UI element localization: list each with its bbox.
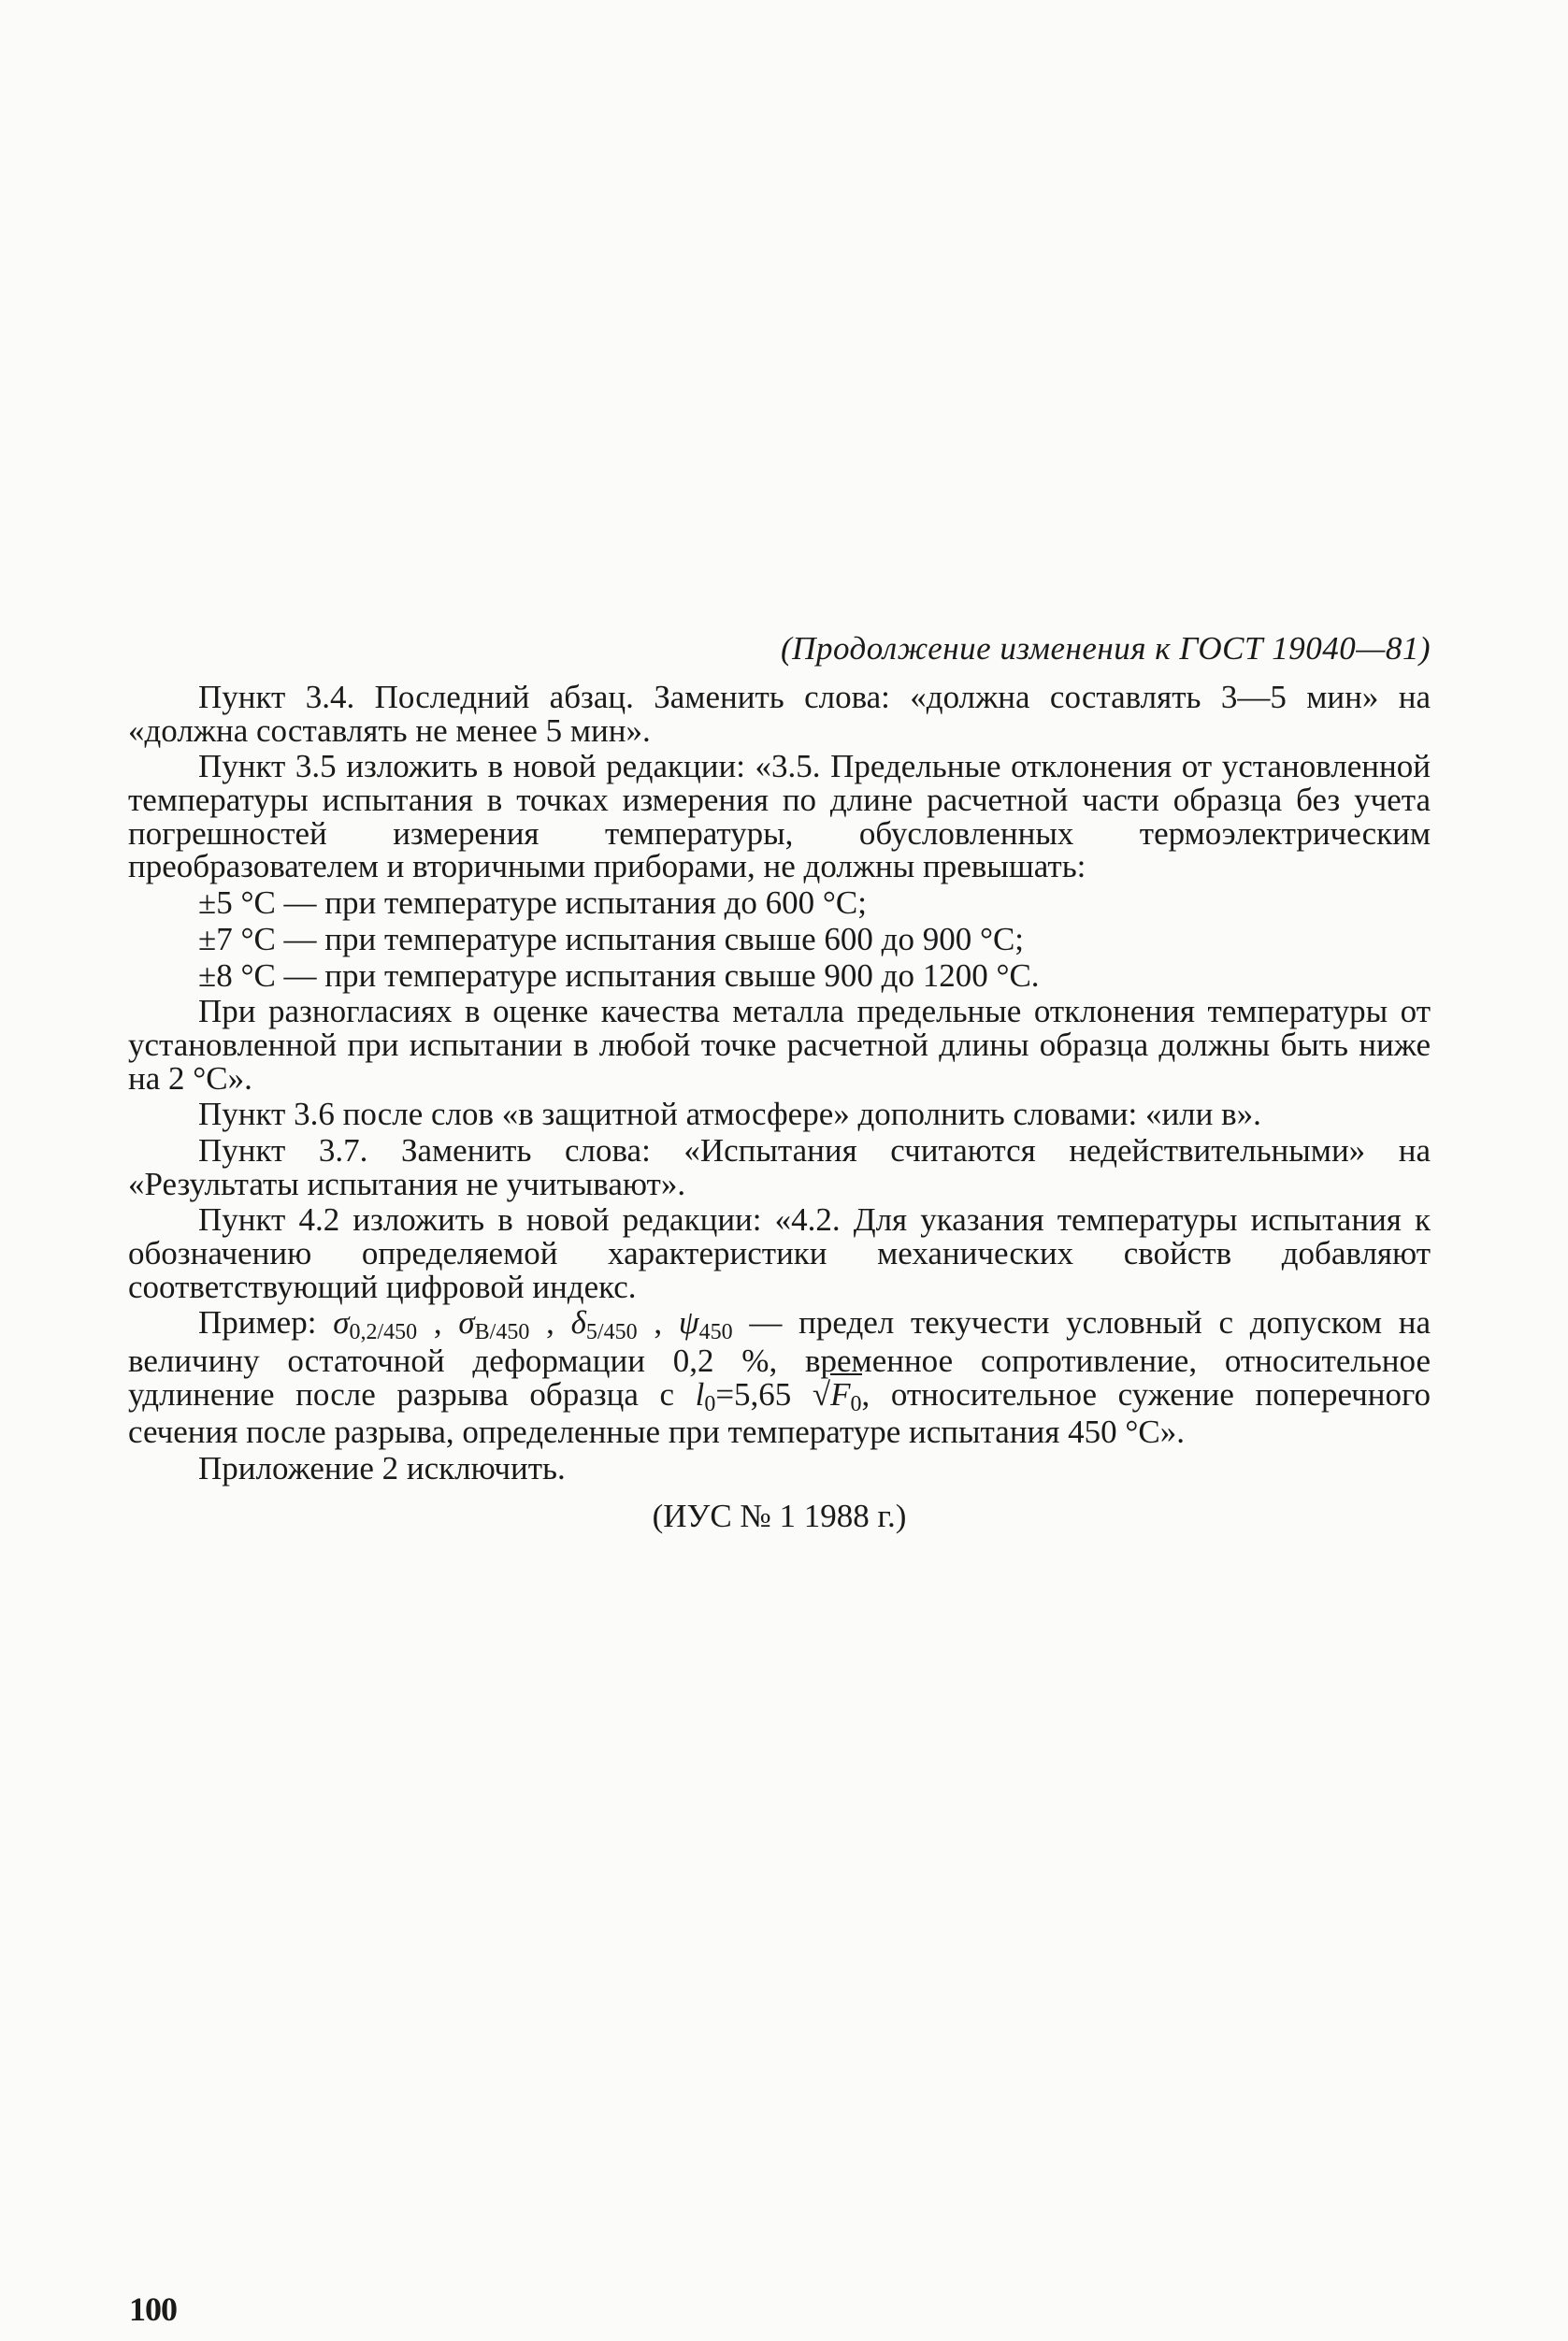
- area-radicand: [830, 1373, 862, 1416]
- paragraph-3-4: Пункт 3.4. Последний абзац. Заменить слова: «должна составлять 3—5 мин» на «должна составлять не менее 5 мин».: [128, 679, 1431, 749]
- paragraph-4-2: Пункт 4.2 изложить в новой редакции: «4.2. Для указания температуры испытания к обозначению определяемой характеристики механических свойств добавляют соответствующий цифровой индекс.: [128, 1201, 1431, 1305]
- sigma-yield-index: 0,2/450: [349, 1320, 418, 1345]
- paragraph-disagreement: При разногласиях в оценке качества металла предельные отклонения температуры от установленной при испытании в любой точке расчетной длины образца должны быть ниже на 2 °С».: [128, 993, 1431, 1097]
- paragraph-3-7: Пункт 3.7. Заменить слова: «Испытания считаются недействительными» на «Результаты испытания не учитывают».: [128, 1131, 1431, 1202]
- tolerance-line-2: ±7 °С — при температуре испытания свыше 600 до 900 °С;: [198, 920, 1025, 957]
- separator: ,: [417, 1304, 459, 1342]
- continuation-header: (Продолжение изменения к ГОСТ 19040—81): [781, 630, 1431, 667]
- separator: ,: [529, 1304, 571, 1342]
- gauge-length-symbol: l: [695, 1375, 705, 1413]
- paragraph-3-5: Пункт 3.5 изложить в новой редакции: «3.5. Предельные отклонения от установленной температуры испытания в точках измерения по длине расчетной части образца без учета погрешностей измерения температуры, обусловленных термоэлектрическим преобразователем и вторичными приборами, не должны превышать:: [128, 748, 1431, 885]
- tolerance-line-1: ±5 °С — при температуре испытания до 600 °С;: [198, 884, 867, 922]
- sigma-tensile-index: В/450: [474, 1320, 530, 1345]
- gauge-length-formula: =5,65: [715, 1375, 813, 1413]
- paragraph-appendix: Приложение 2 исключить.: [198, 1449, 566, 1486]
- document-body: [128, 681, 1431, 1536]
- area-index: 0: [850, 1391, 862, 1416]
- example-text-2: , относительное сужение поперечного сечения после разрыва, определенные при температуре испытания 450 °С».: [128, 1375, 1431, 1450]
- source-reference: (ИУС № 1 1988 г.): [652, 1498, 907, 1535]
- gauge-length-index: 0: [704, 1391, 716, 1416]
- sqrt-icon: √: [812, 1375, 831, 1413]
- example-text-1: — предел текучести условный с допуском на величину остаточной деформации 0,2 %, временное сопротивление, относительное удлинение после разрыва образца с: [128, 1304, 1431, 1413]
- delta-elongation-index: 5/450: [585, 1320, 638, 1345]
- separator: ,: [637, 1304, 679, 1342]
- delta-elongation: δ: [570, 1304, 586, 1342]
- psi-reduction-index: 450: [698, 1320, 733, 1345]
- sigma-yield: σ: [333, 1304, 350, 1342]
- tolerance-line-3: ±8 °С — при температуре испытания свыше 900 до 1200 °С.: [198, 956, 1040, 994]
- page-number: 100: [129, 2291, 177, 2328]
- sigma-tensile: σ: [458, 1304, 475, 1342]
- example-lead: Пример:: [198, 1304, 334, 1342]
- area-symbol: F: [830, 1375, 851, 1413]
- paragraph-example: [128, 1306, 1431, 1448]
- psi-reduction: ψ: [678, 1304, 699, 1342]
- paragraph-3-6: Пункт 3.6 после слов «в защитной атмосфере» дополнить словами: «или в».: [198, 1096, 1261, 1133]
